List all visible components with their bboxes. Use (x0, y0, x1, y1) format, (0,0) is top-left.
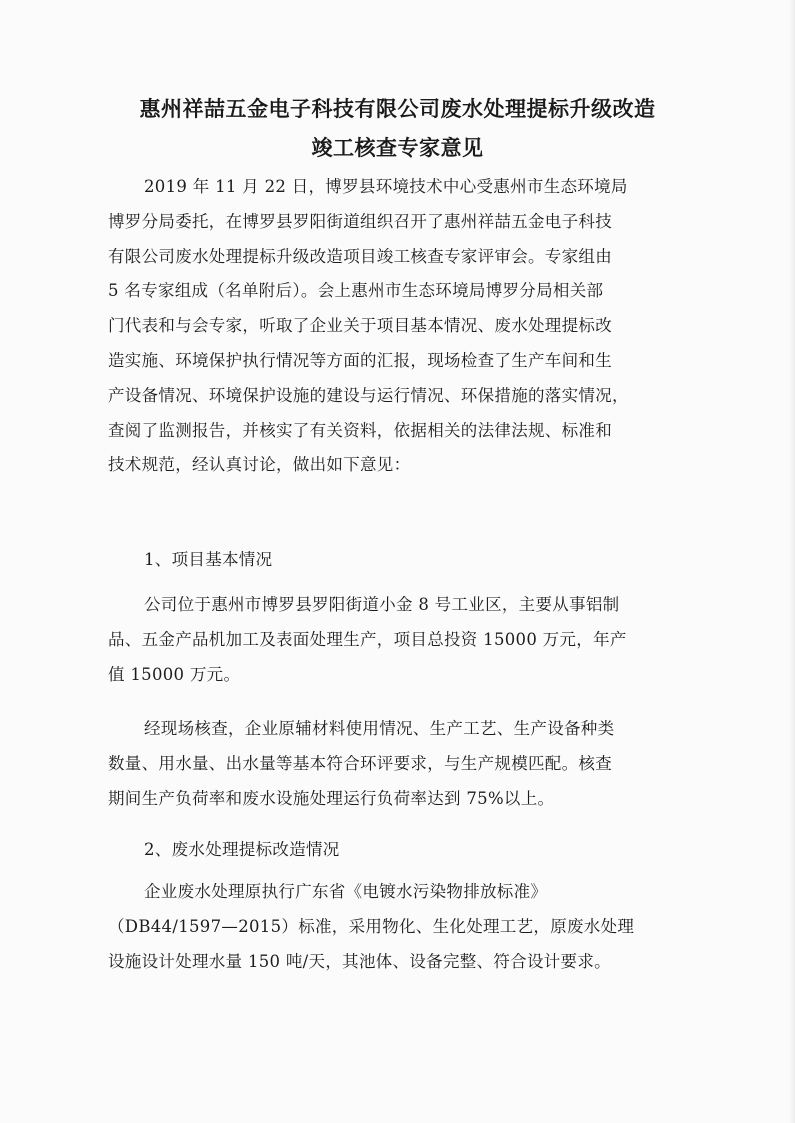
text-line: 技术规范，经认真讨论，做出如下意见： (108, 455, 411, 475)
scan-edge-shadow (789, 0, 795, 1123)
text-line: 5 名专家组成（名单附后）。会上惠州市生态环境局博罗分局相关部 (108, 281, 604, 301)
text-line: 产设备情况、环境保护设施的建设与运行情况、环保措施的落实情况， (108, 385, 629, 405)
text-line: 门代表和与会专家，听取了企业关于项目基本情况、废水处理提标改 (108, 316, 612, 336)
section1-paragraph1 (108, 588, 686, 692)
text-line: 企业废水处理原执行广东省《电镀水污染物排放标准》 (144, 882, 548, 901)
section2-paragraph1 (108, 875, 686, 979)
intro-paragraph (108, 170, 686, 483)
document-title-line2: 竣工核查专家意见 (311, 136, 484, 160)
text-line: 博罗分局委托，在博罗县罗阳街道组织召开了惠州祥喆五金电子科技 (108, 211, 612, 231)
text-line: 期间生产负荷率和废水设施处理运行负荷率达到 75%以上。 (108, 788, 555, 808)
text-line: 数量、用水量、出水量等基本符合环评要求，与生产规模匹配。核查 (108, 753, 612, 773)
section1-paragraph2 (108, 712, 686, 816)
section2-heading: 2、废水处理提标改造情况 (144, 840, 340, 859)
document-title-line1: 惠州祥喆五金电子科技有限公司废水处理提标升级改造 (139, 97, 656, 121)
text-line: 品、五金产品机加工及表面处理生产，项目总投资 15000 万元，年产 (108, 629, 627, 649)
text-line: 设施设计处理水量 150 吨/天，其池体、设备完整、符合设计要求。 (108, 951, 611, 971)
text-line: 查阅了监测报告，并核实了有关资料，依据相关的法律法规、标准和 (108, 420, 612, 440)
text-line: 值 15000 万元。 (108, 664, 241, 684)
text-line: 经现场核查，企业原辅材料使用情况、生产工艺、生产设备种类 (144, 719, 615, 738)
text-line: 公司位于惠州市博罗县罗阳街道小金 8 号工业区，主要从事铝制 (144, 595, 620, 614)
text-line: 造实施、环境保护执行情况等方面的汇报，现场检查了生产车间和生 (108, 350, 612, 370)
text-line: 2019 年 11 月 22 日，博罗县环境技术中心受惠州市生态环境局 (144, 177, 628, 196)
section1-heading: 1、项目基本情况 (144, 550, 273, 569)
text-line: 有限公司废水处理提标升级改造项目竣工核查专家评审会。专家组由 (108, 246, 612, 266)
text-line: （DB44/1597—2015）标准，采用物化、生化处理工艺，原废水处理 (108, 916, 635, 936)
